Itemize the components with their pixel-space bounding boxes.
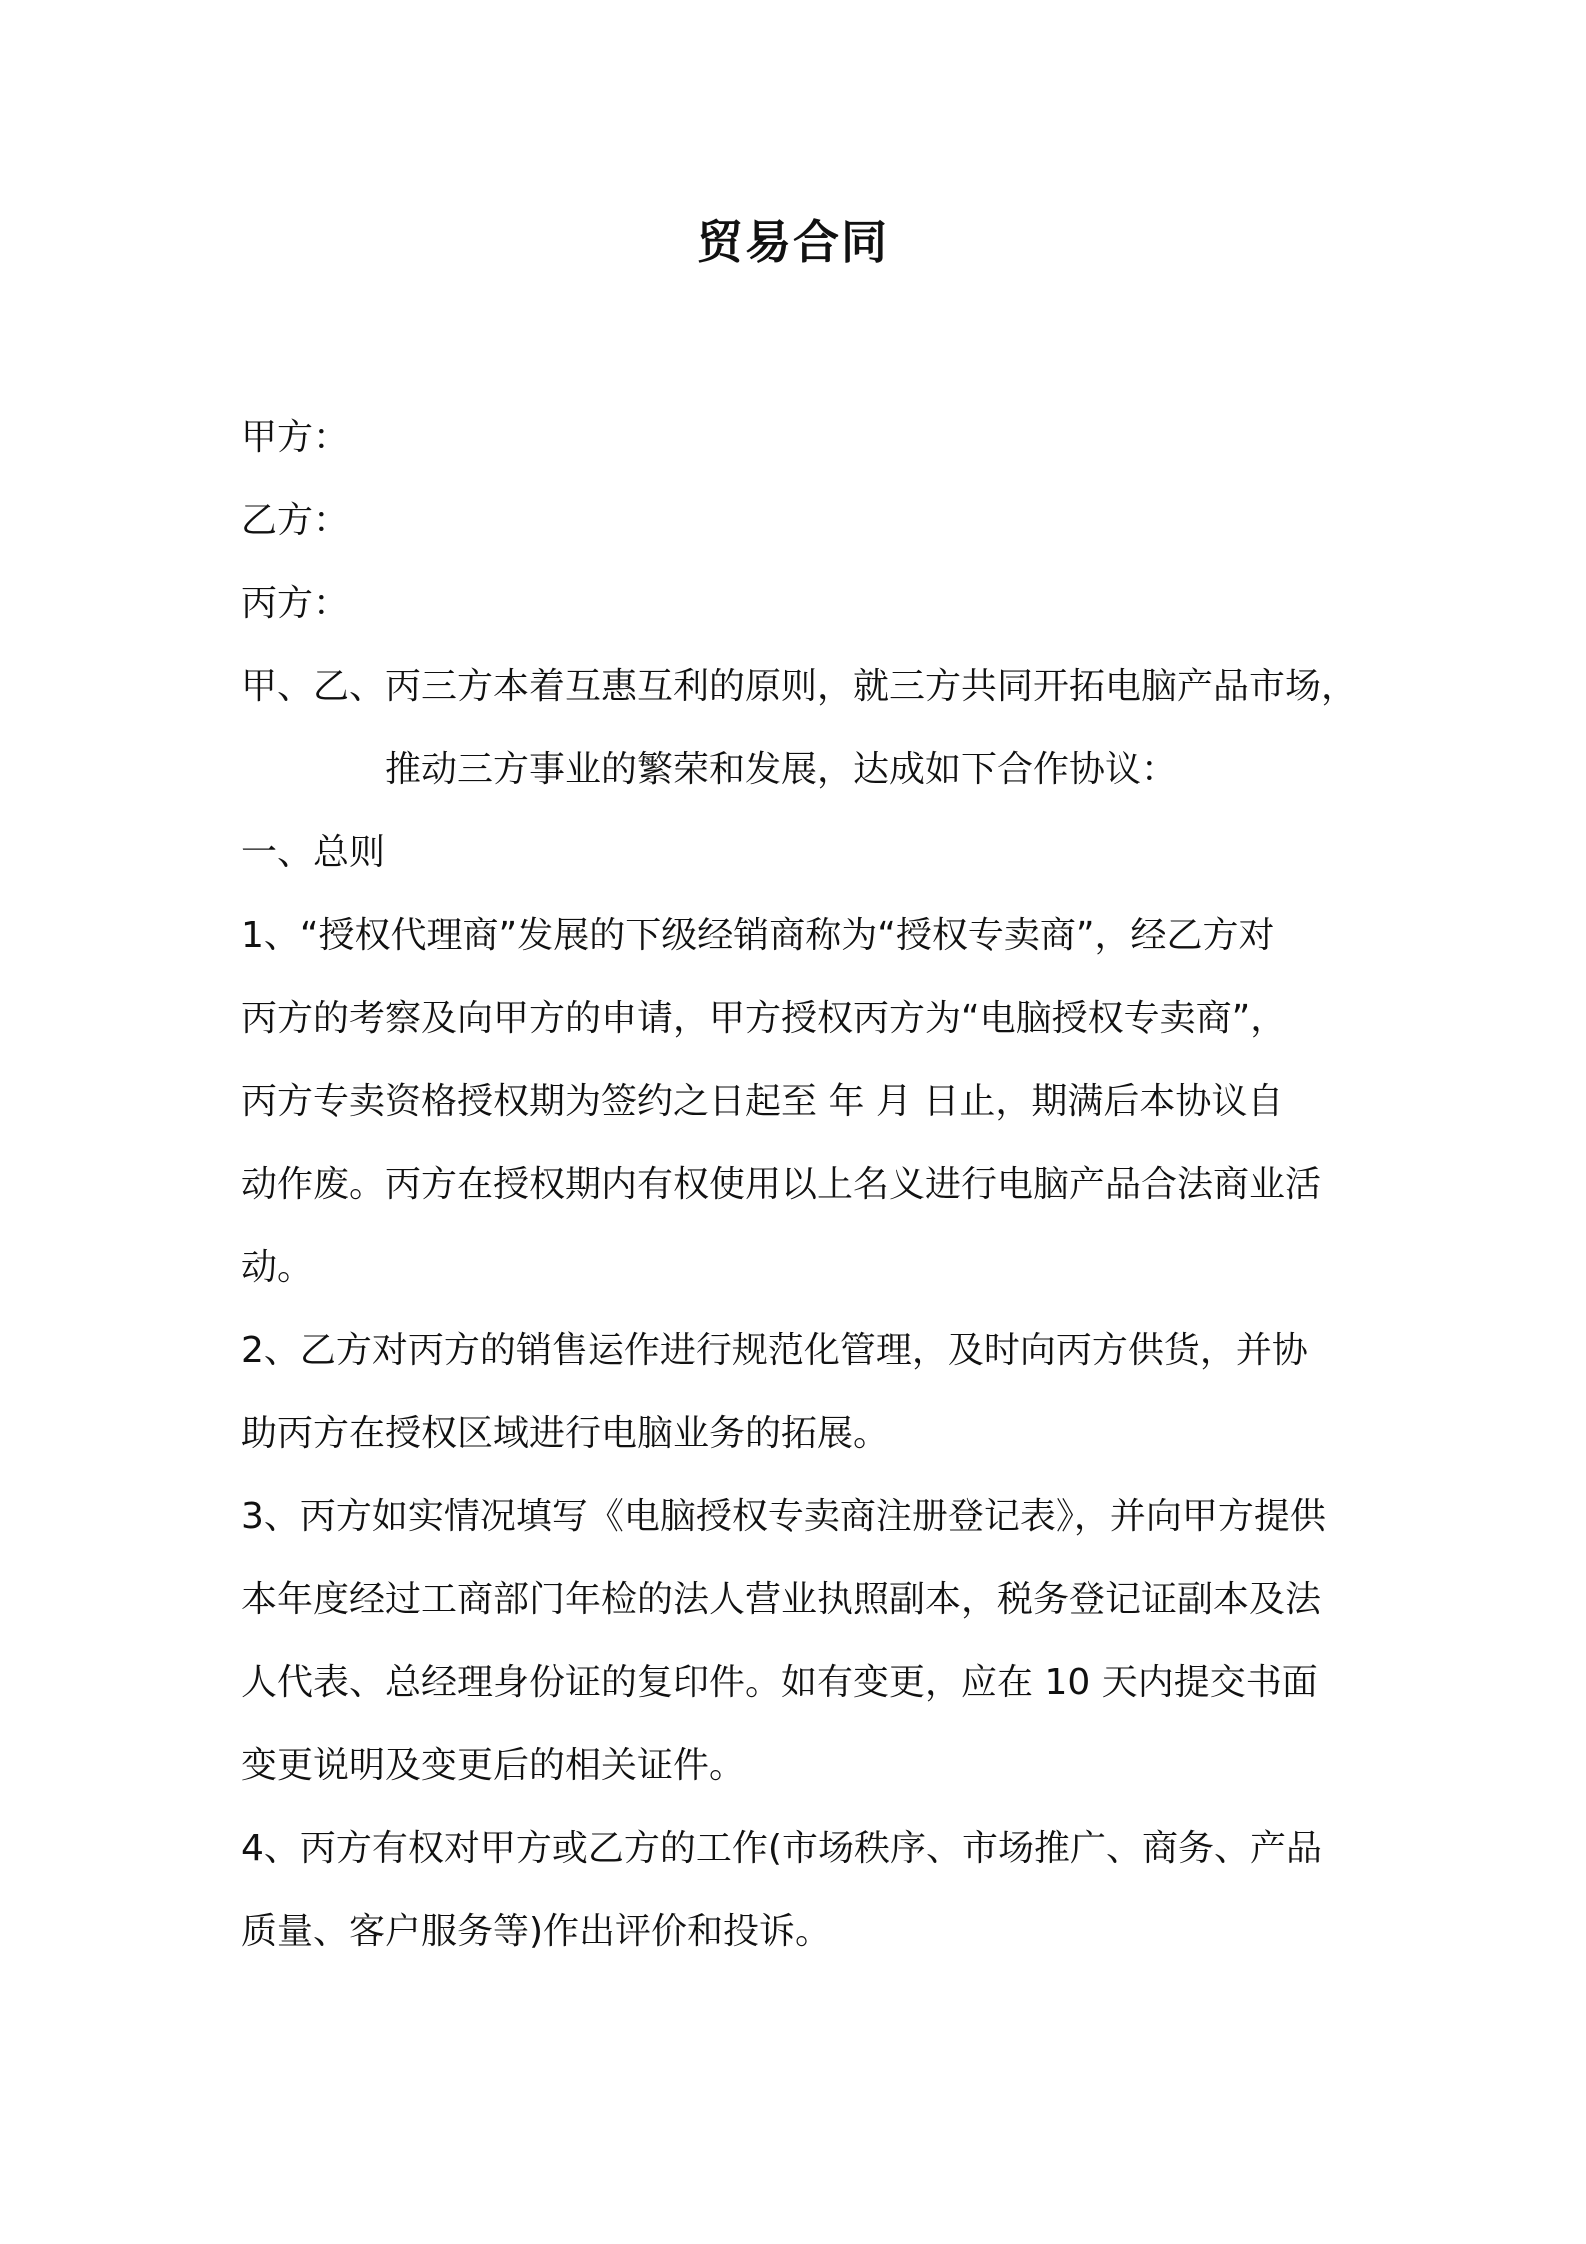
clause-3-line-3: 人代表、总经理身份证的复印件。如有变更，应在 10 天内提交书面 <box>241 1662 1318 1703</box>
clause-2-line-2: 助丙方在授权区域进行电脑业务的拓展。 <box>241 1413 890 1454</box>
clause-1-line-1: 1、“授权代理商”发展的下级经销商称为“授权专卖商”，经乙方对 <box>241 915 1275 956</box>
clause-4-line-2: 质量、客户服务等)作出评价和投诉。 <box>241 1911 832 1952</box>
clause-4-line-1: 4、丙方有权对甲方或乙方的工作(市场秩序、市场推广、商务、产品 <box>241 1828 1322 1869</box>
clause-3-line-4: 变更说明及变更后的相关证件。 <box>241 1745 746 1786</box>
clause-1-line-5: 动。 <box>241 1247 314 1288</box>
clause-1-line-2: 丙方的考察及向甲方的申请，甲方授权丙方为“电脑授权专卖商”， <box>241 998 1287 1039</box>
intro-line-1: 甲、乙、丙三方本着互惠互利的原则，就三方共同开拓电脑产品市场， <box>241 666 1358 707</box>
party-b-label: 乙方： <box>241 500 350 541</box>
intro-line-2: 推动三方事业的繁荣和发展，达成如下合作协议： <box>385 749 1178 790</box>
party-a-label: 甲方： <box>241 417 350 458</box>
clause-3-line-1: 3、丙方如实情况填写《电脑授权专卖商注册登记表》，并向甲方提供 <box>241 1496 1326 1537</box>
clause-1-line-4: 动作废。丙方在授权期内有权使用以上名义进行电脑产品合法商业活 <box>241 1164 1322 1205</box>
clause-2-line-1: 2、乙方对丙方的销售运作进行规范化管理，及时向丙方供货，并协 <box>241 1330 1308 1371</box>
section-1-heading: 一、总则 <box>241 832 386 873</box>
clause-3-line-2: 本年度经过工商部门年检的法人营业执照副本，税务登记证副本及法 <box>241 1579 1322 1620</box>
party-c-label: 丙方： <box>241 583 350 624</box>
document-title: 贸易合同 <box>697 215 889 269</box>
clause-1-line-3: 丙方专卖资格授权期为签约之日起至 年 月 日止，期满后本协议自 <box>241 1081 1284 1122</box>
